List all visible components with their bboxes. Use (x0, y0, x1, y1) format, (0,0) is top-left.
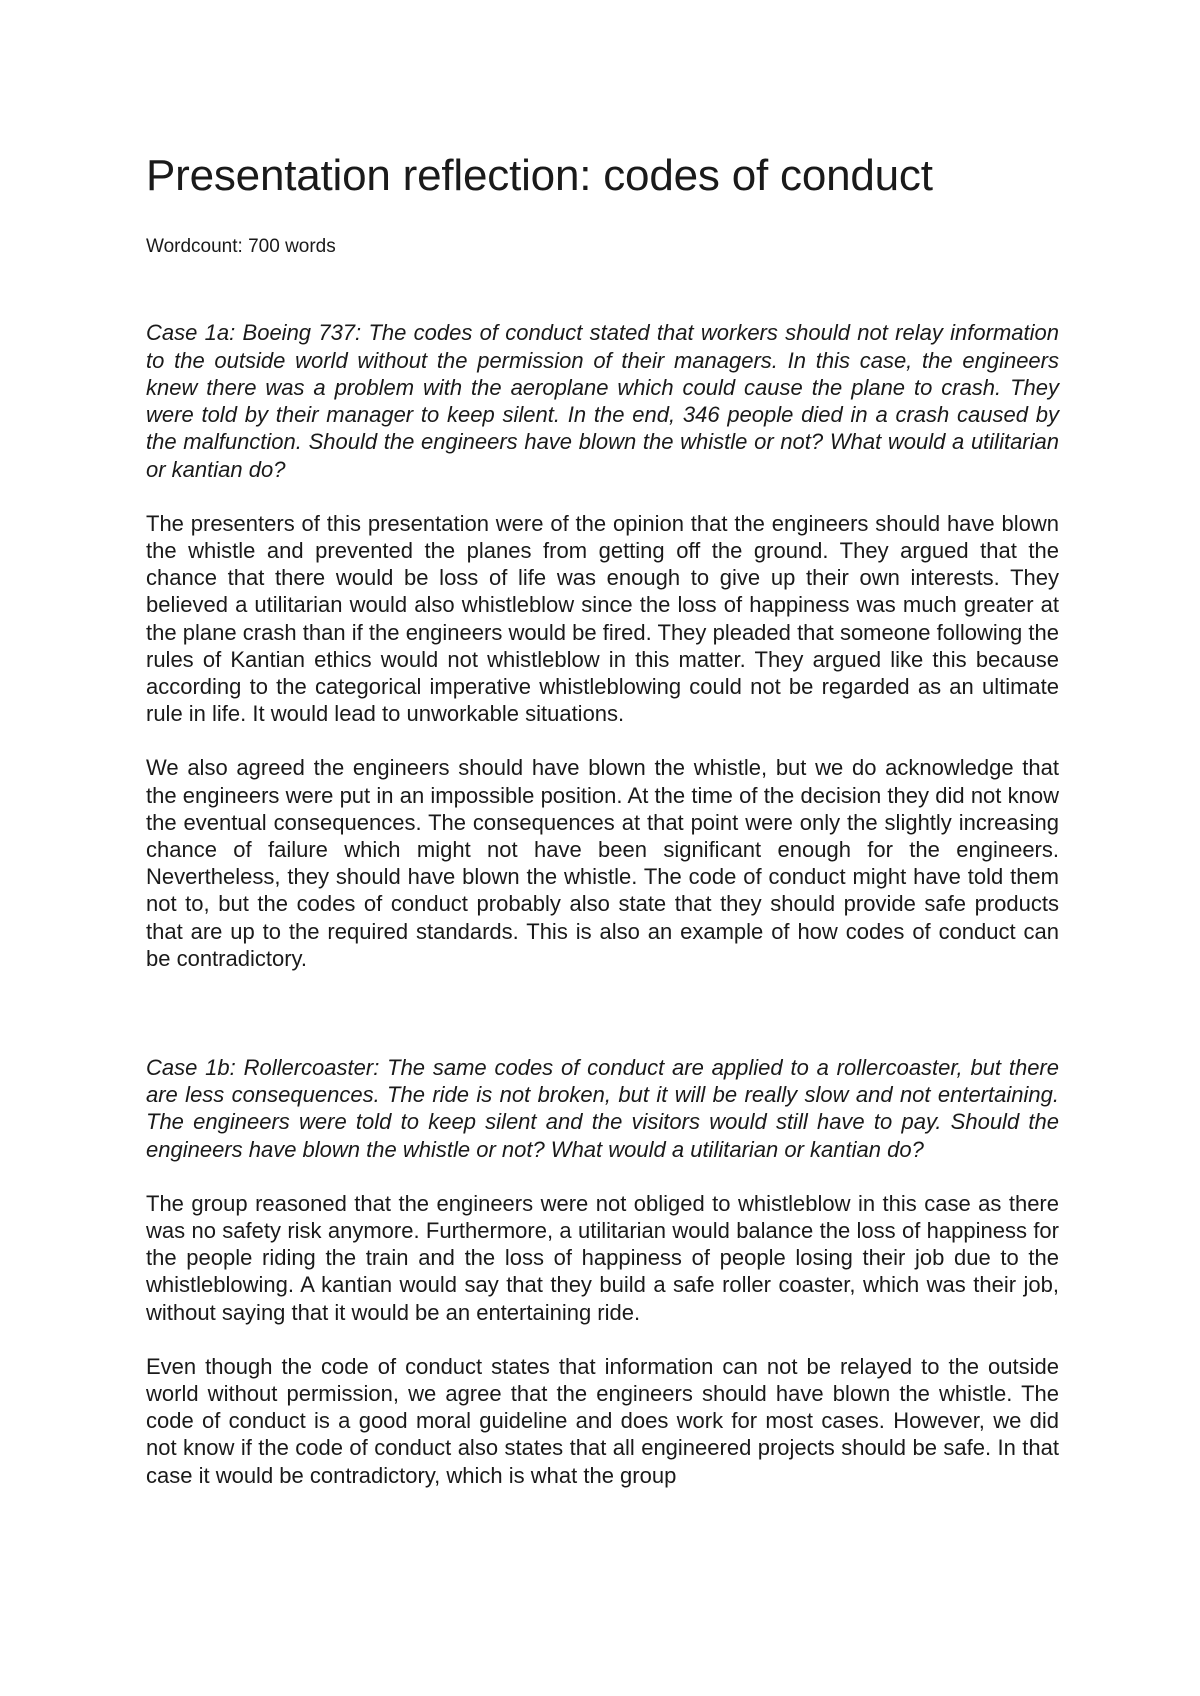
case-1a-prompt: Case 1a: Boeing 737: The codes of conduct stated that workers should not relay information to the outside world without the permission of their managers. In this case, the engineers knew there was a problem with the aeroplane which could cause the plane to crash. They were told by their manager to keep silent. In the end, 346 people died in a crash caused by the malfunction. Should the engineers have blown the whistle or not? What would a utilitarian or kantian do? (146, 320, 1059, 482)
case-1b-prompt: Case 1b: Rollercoaster: The same codes of conduct are applied to a rollercoaster, but there are less consequences. The ride is not broken, but it will be really slow and not entertaining. The engineers were told to keep silent and the visitors would still have to pay. Should the engineers have blown the whistle or not? What would a utilitarian or kantian do? (146, 1054, 1059, 1162)
page-title: Presentation reflection: codes of conduct (146, 151, 933, 200)
case-1b-paragraph-our-view: Even though the code of conduct states that information can not be relayed to the outside world without permission, we agree that the engineers should have blown the whistle. The code of conduct is a good moral guideline and does work for most cases. However, we did not know if the code of conduct also states that all engineered projects should be safe. In that case it would be contradictory, which is what the group (146, 1353, 1059, 1488)
case-1b-paragraph-group: The group reasoned that the engineers were not obliged to whistleblow in this case as there was no safety risk anymore. Furthermore, a utilitarian would balance the loss of happiness for the people riding the train and the loss of happiness of people losing their job due to the whistleblowing. A kantian would say that they build a safe roller coaster, which was their job, without saying that it would be an entertaining ride. (146, 1190, 1059, 1325)
wordcount-label: Wordcount: 700 words (146, 235, 336, 257)
case-1a-paragraph-our-view: We also agreed the engineers should have blown the whistle, but we do acknowledge that the engineers were put in an impossible position. At the time of the decision they did not know the eventual consequences. The consequences at that point were only the slightly increasing chance of failure which might not have been significant enough for the engineers. Nevertheless, they should have blown the whistle. The code of conduct might have told them not to, but the codes of conduct probably also state that they should provide safe products that are up to the required standards. This is also an example of how codes of conduct can be contradictory. (146, 755, 1059, 971)
case-1a-paragraph-presenters: The presenters of this presentation were of the opinion that the engineers should have blown the whistle and prevented the planes from getting off the ground. They argued that the chance that there would be loss of life was enough to give up their own interests. They believed a utilitarian would also whistleblow since the loss of happiness was much greater at the plane crash than if the engineers would be fired. They pleaded that someone following the rules of Kantian ethics would not whistleblow in this matter. They argued like this because according to the categorical imperative whistleblowing could not be regarded as an ultimate rule in life. It would lead to unworkable situations. (146, 510, 1059, 727)
document-page (146, 150, 1059, 1489)
